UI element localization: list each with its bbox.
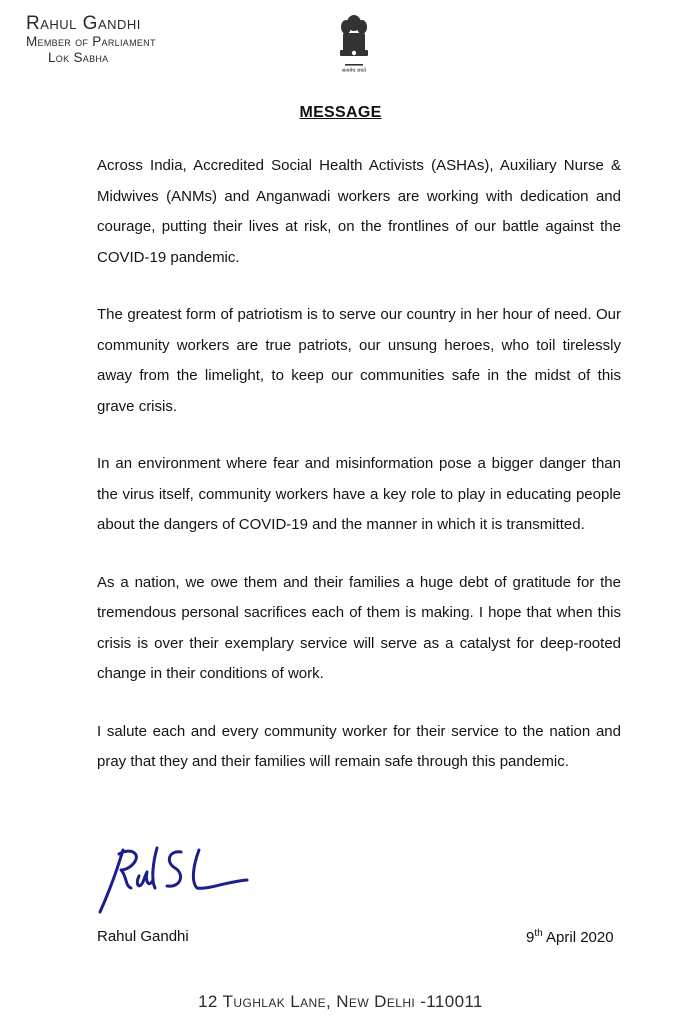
message-body xyxy=(97,151,621,805)
message-paragraph: The greatest form of patriotism is to serve our country in her hour of need. Our community workers are true patriots, our unsung heroes, who toil tirelessly away from the limelight, to keep our communities safe in the midst of this grave crisis. xyxy=(97,306,621,415)
letterhead-house: Lok Sabha xyxy=(48,50,109,65)
state-emblem-icon xyxy=(336,12,372,76)
footer-address: 12 Tughlak Lane, New Delhi -110011 xyxy=(198,992,483,1011)
svg-text:सत्यमेव जयते: सत्यमेव जयते xyxy=(341,68,367,74)
letterhead-title: Member of Parliament xyxy=(26,34,156,49)
letter-date: 9th April 2020 xyxy=(526,928,614,946)
message-paragraph: I salute each and every community worker for their service to the nation and pray that they and their families will remain safe through this pandemic. xyxy=(97,722,621,770)
letterhead-name: Rahul Gandhi xyxy=(26,13,141,34)
message-paragraph: As a nation, we owe them and their families a huge debt of gratitude for the tremendous personal sacrifices each of them is making. I hope that when this crisis is over their exemplary service will serve as a catalyst for deep-rooted change in their conditions of work. xyxy=(97,573,621,682)
handwritten-signature-icon xyxy=(95,842,255,918)
message-heading: MESSAGE xyxy=(299,104,382,121)
message-paragraph: In an environment where fear and misinformation pose a bigger danger than the virus itself, community workers have a key role to play in educating people about the dangers of COVID-19 and the manner in which it is transmitted. xyxy=(97,455,621,533)
message-paragraph: Across India, Accredited Social Health Activists (ASHAs), Auxiliary Nurse & Midwives (ANMs) and Anganwadi workers are working with dedication and courage, putting their lives at risk, on the frontlines of our battle against the COVID-19 pandemic. xyxy=(97,157,621,266)
letterhead xyxy=(26,14,156,66)
signatory-name: Rahul Gandhi xyxy=(97,928,189,945)
